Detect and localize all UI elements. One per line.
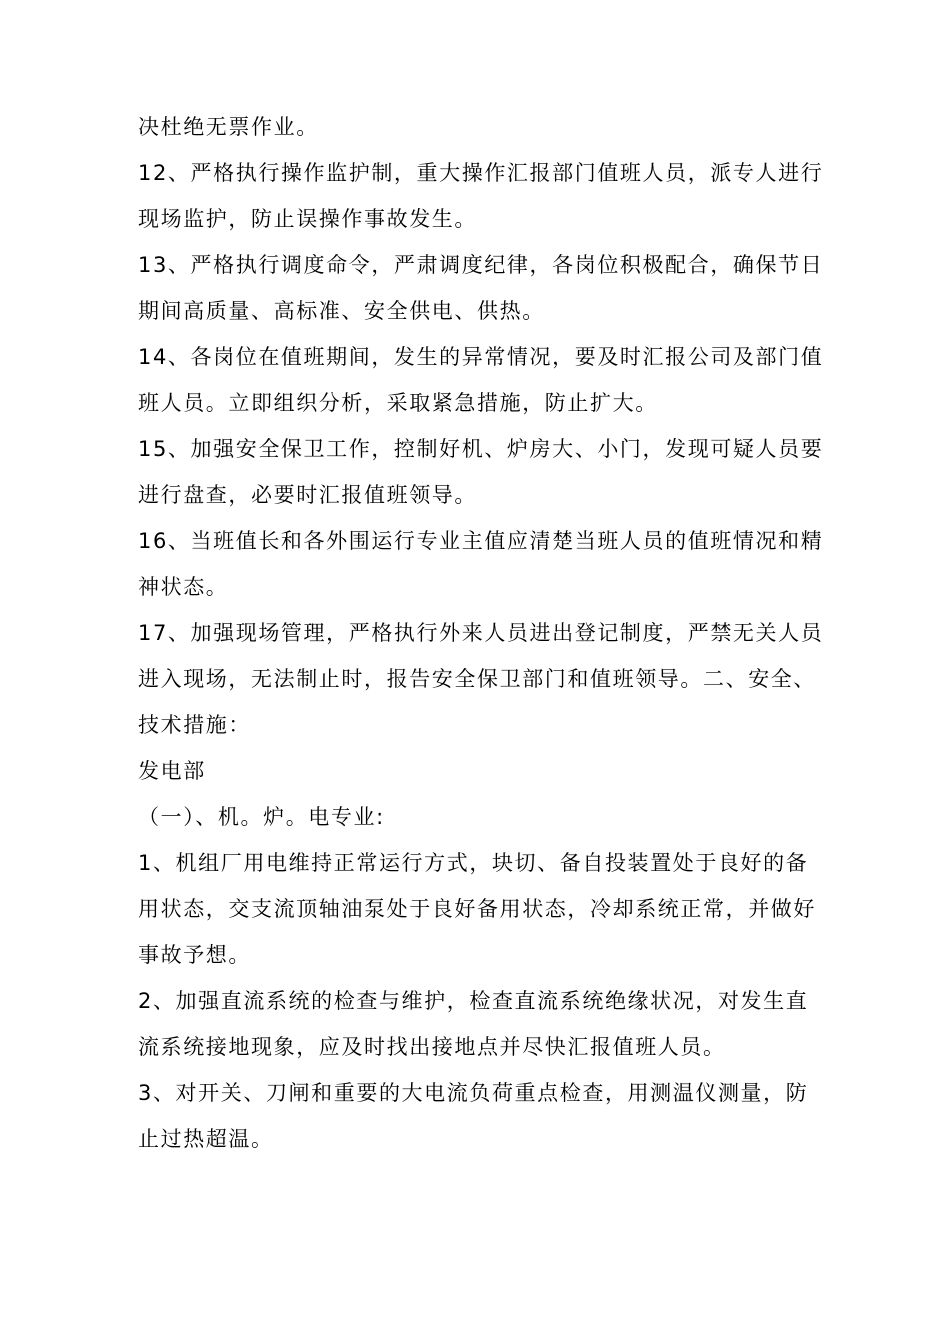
paragraph-item-16: 16、当班值长和各外围运行专业主值应清楚当班人员的值班情况和精神状态。	[138, 529, 824, 599]
paragraph-item-1: 1、机组厂用电维持正常运行方式，块切、备自投装置处于良好的备用状态，交支流顶轴油泵处于良好备用状态，冷却系统正常，并做好事故予想。	[138, 851, 816, 967]
paragraph-item-14: 14、各岗位在值班期间，发生的异常情况，要及时汇报公司及部门值班人员。立即组织分析，采取紧急措施，防止扩大。	[138, 345, 824, 415]
paragraph-item-13: 13、严格执行调度命令，严肃调度纪律，各岗位积极配合，确保节日期间高质量、高标准、安全供电、供热。	[138, 253, 824, 323]
document-body	[138, 104, 828, 1162]
paragraph-continuation: 决杜绝无票作业。	[138, 115, 319, 139]
section-heading-department: 发电部	[138, 759, 206, 783]
subsection-heading: （一）、机。炉。电专业:	[138, 805, 385, 829]
paragraph-item-15: 15、加强安全保卫工作，控制好机、炉房大、小门，发现可疑人员要进行盘查，必要时汇报值班领导。	[138, 437, 824, 507]
paragraph-item-2: 2、加强直流系统的检查与维护，检查直流系统绝缘状况，对发生直流系统接地现象，应及时找出接地点并尽快汇报值班人员。	[138, 989, 809, 1059]
paragraph-item-12: 12、严格执行操作监护制，重大操作汇报部门值班人员，派专人进行现场监护，防止误操作事故发生。	[138, 161, 824, 231]
paragraph-item-3: 3、对开关、刀闸和重要的大电流负荷重点检查，用测温仪测量，防止过热超温。	[138, 1081, 809, 1151]
paragraph-item-17: 17、加强现场管理，严格执行外来人员进出登记制度，严禁无关人员进入现场，无法制止时，报告安全保卫部门和值班领导。二、安全、技术措施：	[138, 621, 824, 737]
